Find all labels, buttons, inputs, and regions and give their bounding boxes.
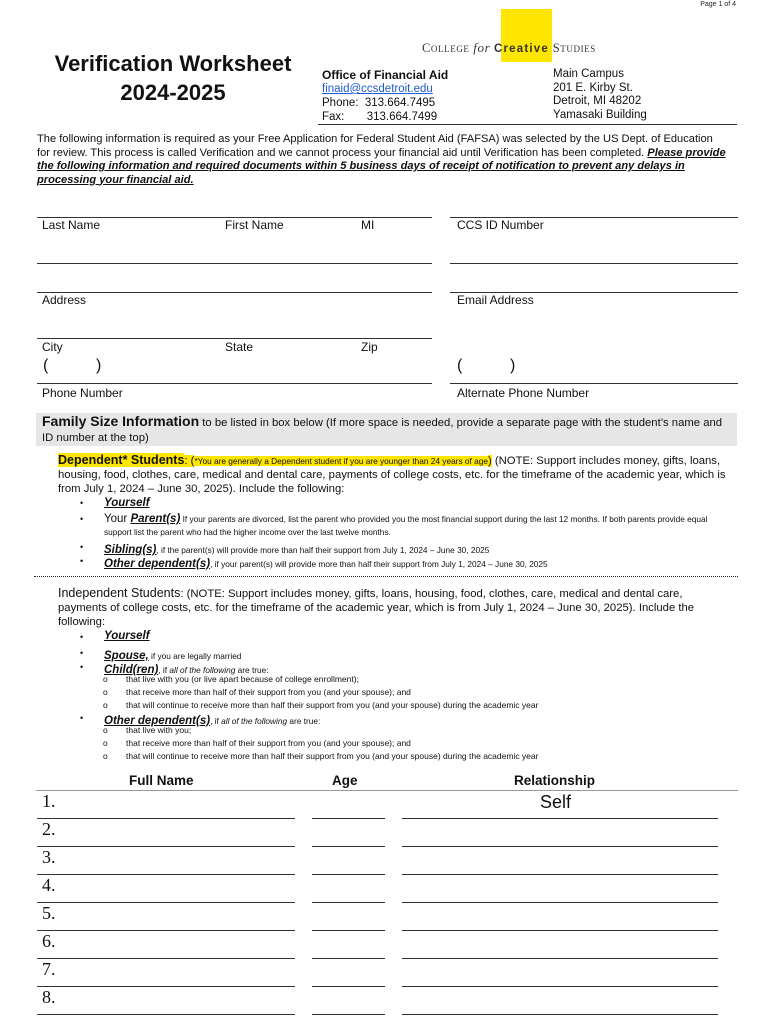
relationship-input-line[interactable] <box>402 958 718 959</box>
dependent-section <box>58 453 728 497</box>
age-input-line[interactable] <box>312 818 385 819</box>
row-number: 2. <box>42 819 56 839</box>
ind-other-sub-2: that receive more than half of their support from you (and your spouse); and <box>126 738 411 748</box>
sub-bullet-icon: o <box>103 674 108 684</box>
dep-other-label: Other dependent(s) <box>104 558 211 570</box>
ind-other-detail-c: are true: <box>287 716 321 726</box>
bullet-icon: • <box>80 662 84 672</box>
office-fax <box>322 110 448 124</box>
table-header-rule <box>36 790 738 791</box>
dep-parents-label: Parent(s) <box>130 513 181 525</box>
alt-phone-label: Alternate Phone Number <box>457 386 590 400</box>
dependent-note: (NOTE: Support includes money, gifts, loans, housing, food, clothes, care, medical and dental care, payments of college costs, etc. for the timeframe of the academic year, which is from July 1, 2024 – June 30, 2025). Include the following: <box>58 455 726 496</box>
ind-other-sub-3: that will continue to receive more than half their support from you (and your spouse) during the academic year <box>126 751 539 761</box>
alt-phone-paren-close: ) <box>510 357 516 374</box>
full-name-input-line[interactable] <box>37 958 295 959</box>
dep-parents-prefix: Your <box>104 513 131 525</box>
dep-item-yourself <box>104 497 150 509</box>
logo-word-2: for <box>473 40 491 55</box>
address-line: Yamasaki Building <box>553 108 647 121</box>
age-input-line[interactable] <box>312 986 385 987</box>
row-number: 3. <box>42 847 56 867</box>
relationship-input-line[interactable] <box>402 846 718 847</box>
dep-parents-detail: If your parents are divorced, list the parent who provided you the most financial support during the last 12 months. If both parents provide equal support list the parent who had the higher income over the last twelve months. <box>104 514 708 537</box>
sub-bullet-icon: o <box>103 751 108 761</box>
age-input-line[interactable] <box>312 846 385 847</box>
ind-children-detail-b: all of the following <box>169 665 236 675</box>
ind-other-detail-b: all of the following <box>221 716 288 726</box>
family-size-title: Family Size Information <box>42 413 200 429</box>
ind-children-detail-a: , if <box>158 665 170 675</box>
col-header-relationship: Relationship <box>514 773 596 788</box>
relationship-input-line[interactable] <box>402 986 718 987</box>
title-line-2: 2024-2025 <box>120 80 226 105</box>
ind-other-detail-a: , if <box>210 716 222 726</box>
address-line: 201 E. Kirby St. <box>553 81 633 94</box>
office-email-link[interactable]: finaid@ccsdetroit.edu <box>322 83 433 95</box>
sub-bullet-icon: o <box>103 687 108 697</box>
bullet-icon: • <box>80 542 84 552</box>
full-name-input-line[interactable] <box>37 846 295 847</box>
bullet-icon: • <box>80 648 84 658</box>
col-header-full-name: Full Name <box>129 773 194 788</box>
col-header-age: Age <box>332 773 358 788</box>
ccs-logo-text <box>422 40 596 56</box>
dep-item-parents <box>104 512 729 538</box>
alt-phone-input-line[interactable] <box>450 383 738 384</box>
dep-item-other <box>104 554 548 572</box>
relationship-self-value: Self <box>540 792 572 812</box>
ind-other-label: Other dependent(s) <box>104 715 211 727</box>
relationship-input-line[interactable] <box>402 874 718 875</box>
row-number: 4. <box>42 875 56 895</box>
bullet-icon: • <box>80 498 84 508</box>
worksheet-title <box>44 49 302 107</box>
intro-emphasis: Please provide the following information and required documents within 5 business days of receipt of notification to prevent any delays in processing your financial aid. <box>37 146 726 186</box>
city-label: City <box>42 340 63 354</box>
first-name-label: First Name <box>225 218 284 232</box>
phone-input-line[interactable] <box>37 383 432 384</box>
dependent-close: ) <box>487 455 492 467</box>
email-label: Email Address <box>457 293 534 307</box>
bullet-icon: • <box>80 514 84 524</box>
relationship-input-line[interactable] <box>402 1014 718 1015</box>
row-number: 8. <box>42 987 56 1007</box>
relationship-input-line[interactable] <box>402 902 718 903</box>
alt-phone-paren-open: ( <box>457 357 463 374</box>
row-number: 1. <box>42 791 56 811</box>
relationship-input-line[interactable] <box>402 930 718 931</box>
office-name: Office of Financial Aid <box>322 68 449 82</box>
age-input-line[interactable] <box>312 1014 385 1015</box>
field-line <box>37 292 432 293</box>
row-number: 7. <box>42 959 56 979</box>
full-name-input-line[interactable] <box>37 902 295 903</box>
age-input-line[interactable] <box>312 958 385 959</box>
age-input-line[interactable] <box>312 930 385 931</box>
independent-section <box>58 586 728 630</box>
full-name-input-line[interactable] <box>37 874 295 875</box>
campus-address <box>553 68 647 122</box>
mi-label: MI <box>361 218 375 232</box>
full-name-input-line[interactable] <box>37 930 295 931</box>
intro-text: The following information is required as your Free Application for Federal Student Aid (FAFSA) was selected by the US Dept. of Education for review. This process is called Verification and we cannot process your financial aid until Verification has been completed. <box>37 133 713 159</box>
row-number: 5. <box>42 903 56 923</box>
dep-yourself-label: Yourself <box>104 497 150 509</box>
city-input-line[interactable] <box>37 338 432 339</box>
full-name-input-line[interactable] <box>37 1014 295 1015</box>
full-name-input-line[interactable] <box>37 986 295 987</box>
address-label: Address <box>42 293 87 307</box>
dependent-colon: : ( <box>184 455 195 467</box>
dep-siblings-detail: , if the parent(s) will provide more than half their support from July 1, 2024 – June 30, 2025 <box>156 545 490 555</box>
ind-other-sub-1: that live with you; <box>126 725 192 735</box>
ind-spouse-detail: if you are legally married <box>148 651 242 661</box>
logo-word-4: Studies <box>552 41 596 55</box>
sub-bullet-icon: o <box>103 725 108 735</box>
dep-siblings-label: Sibling(s) <box>104 544 157 556</box>
sub-bullet-icon: o <box>103 700 108 710</box>
page-number: Page 1 of 4 <box>700 1 736 8</box>
ind-yourself-label: Yourself <box>104 630 150 642</box>
fax-label: Fax: <box>322 111 345 123</box>
family-size-heading <box>42 414 732 446</box>
age-input-line[interactable] <box>312 902 385 903</box>
dependent-age-note: *You are generally a Dependent student if you are younger than 24 years of age <box>194 456 488 466</box>
relationship-input-line[interactable] <box>402 818 718 819</box>
office-phone <box>322 96 448 110</box>
title-line-1: Verification Worksheet <box>54 51 292 76</box>
ccs-id-input-line[interactable] <box>450 263 738 264</box>
phone-label-text: Phone Number <box>42 386 123 400</box>
ind-children-label: Child(ren) <box>104 664 159 676</box>
state-label: State <box>225 340 254 354</box>
ind-spouse-label: Spouse, <box>104 650 149 662</box>
bullet-icon: • <box>80 632 84 642</box>
age-input-line[interactable] <box>312 874 385 875</box>
phone-paren-close: ) <box>96 357 102 374</box>
zip-label: Zip <box>361 340 378 354</box>
address-line: Detroit, MI 48202 <box>553 95 642 107</box>
address-input-line[interactable] <box>37 263 432 264</box>
fax-value: 313.664.7499 <box>366 111 438 123</box>
logo-word-1: College <box>422 41 470 55</box>
phone-paren-open: ( <box>43 357 49 374</box>
bullet-icon: • <box>80 713 84 723</box>
office-info <box>322 68 448 124</box>
section-dotted-divider <box>34 576 738 577</box>
full-name-input-line[interactable] <box>37 818 295 819</box>
dep-other-detail: , if your parent(s) will provide more than half their support from July 1, 2024 – June 30, 2025 <box>210 559 548 569</box>
ind-children-sub-3: that will continue to receive more than half their support from you (and your spouse) during the academic year <box>126 700 539 710</box>
independent-heading: Independent Students <box>58 586 181 600</box>
ccs-id-label: CCS ID Number <box>457 218 544 232</box>
last-name-label: Last Name <box>42 218 101 232</box>
family-size-note: to be listed in box below (If more space is needed, provide a separate page with the student’s name and ID number at the top) <box>42 417 723 444</box>
bullet-icon: • <box>80 556 84 566</box>
sub-bullet-icon: o <box>103 738 108 748</box>
ind-children-sub-2: that receive more than half of their support from you (and your spouse); and <box>126 687 411 697</box>
ind-children-detail-c: are true: <box>235 665 269 675</box>
independent-note: : (NOTE: Support includes money, gifts, loans, housing, food, clothes, care, medical and dental care, payments of college costs, etc. for the timeframe of the academic year, which is from July 1, 2024 – June 30, 2025). Include the following: <box>58 588 695 629</box>
header-divider <box>318 124 737 125</box>
row-number: 6. <box>42 931 56 951</box>
dependent-heading: Dependent* Students <box>58 453 185 467</box>
intro-paragraph <box>37 133 727 187</box>
address-line: Main Campus <box>553 68 624 80</box>
phone-label: Phone: <box>322 97 359 109</box>
ind-children-sub-1: that live with you (or live apart because of college enrollment); <box>126 674 359 684</box>
logo-word-3: Creative <box>493 43 549 55</box>
phone-value: 313.664.7495 <box>364 97 436 109</box>
